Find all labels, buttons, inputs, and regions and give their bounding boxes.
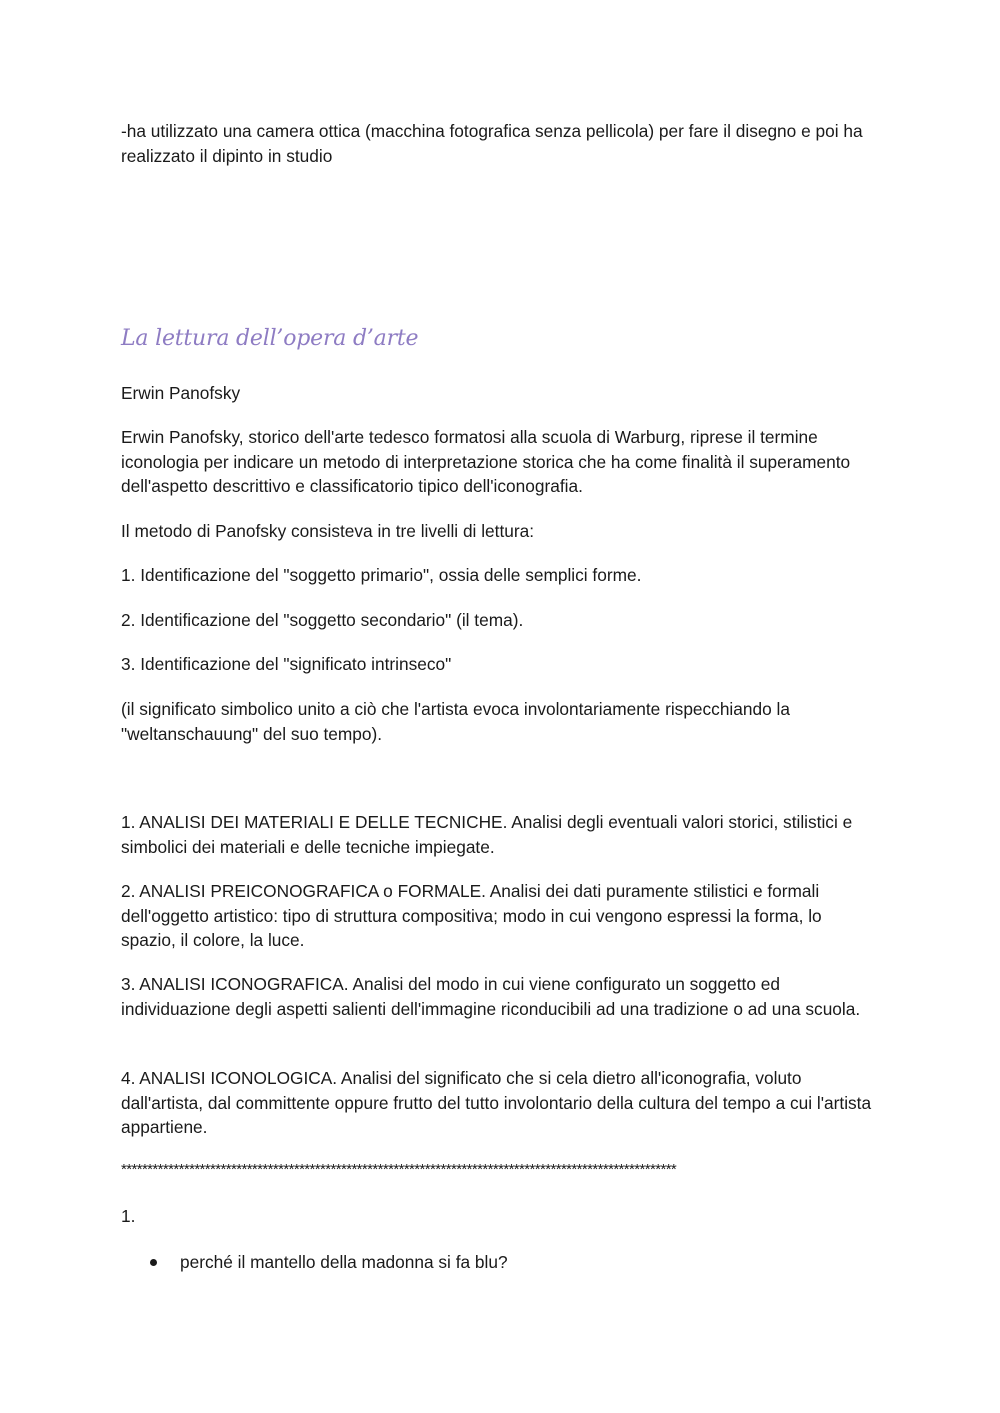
- intro-paragraph: -ha utilizzato una camera ottica (macchina fotografica senza pellicola) per fare il disegno e poi ha realizzato il dipinto in studio: [121, 121, 863, 166]
- bullet-text: perché il mantello della madonna si fa blu?: [180, 1252, 508, 1272]
- level-item-3: 3. Identificazione del "significato intrinseco": [121, 654, 452, 674]
- bullet-icon: [150, 1259, 157, 1266]
- bullet-list-item: [150, 1250, 508, 1275]
- analysis-item-4: 4. ANALISI ICONOLOGICA. Analisi del significato che si cela dietro all'iconografia, voluto dall'artista, dal committente oppure frutto del tutto involontario della cultura del tempo a cui l'artista appartiene.: [121, 1068, 872, 1137]
- level-note: (il significato simbolico unito a ciò che l'artista evoca involontariamente rispecchiando la "weltanschauung" del suo tempo).: [121, 699, 790, 744]
- list-number: 1.: [121, 1206, 136, 1226]
- description-paragraph: Erwin Panofsky, storico dell'arte tedesco formatosi alla scuola di Warburg, riprese il termine iconologia per indicare un metodo di interpretazione storica che ha come finalità il superamento dell'aspetto descrittivo e classificatorio tipico dell'iconografia.: [121, 427, 851, 496]
- level-item-2: 2. Identificazione del "soggetto secondario" (il tema).: [121, 610, 524, 630]
- analysis-item-1: 1. ANALISI DEI MATERIALI E DELLE TECNICHE. Analisi degli eventuali valori storici, stilistici e simbolici dei materiali e delle tecniche impiegate.: [121, 812, 853, 857]
- analysis-item-3: 3. ANALISI ICONOGRAFICA. Analisi del modo in cui viene configurato un soggetto ed individuazione degli aspetti salienti dell'immagine riconducibili ad una tradizione o ad una scuola.: [121, 974, 861, 1019]
- section-heading: La lettura dell’opera d’arte: [121, 326, 419, 351]
- analysis-item-2: 2. ANALISI PREICONOGRAFICA o FORMALE. Analisi dei dati puramente stilistici e formali dell'oggetto artistico: tipo di struttura compositiva; modo in cui vengono espressi la forma, lo spazio, il colore, la luce.: [121, 881, 822, 950]
- author-name: Erwin Panofsky: [121, 383, 241, 403]
- separator-line: **********************************************************************************************************: [121, 1161, 677, 1178]
- level-item-1: 1. Identificazione del "soggetto primario", ossia delle semplici forme.: [121, 565, 642, 585]
- method-intro: Il metodo di Panofsky consisteva in tre livelli di lettura:: [121, 521, 535, 541]
